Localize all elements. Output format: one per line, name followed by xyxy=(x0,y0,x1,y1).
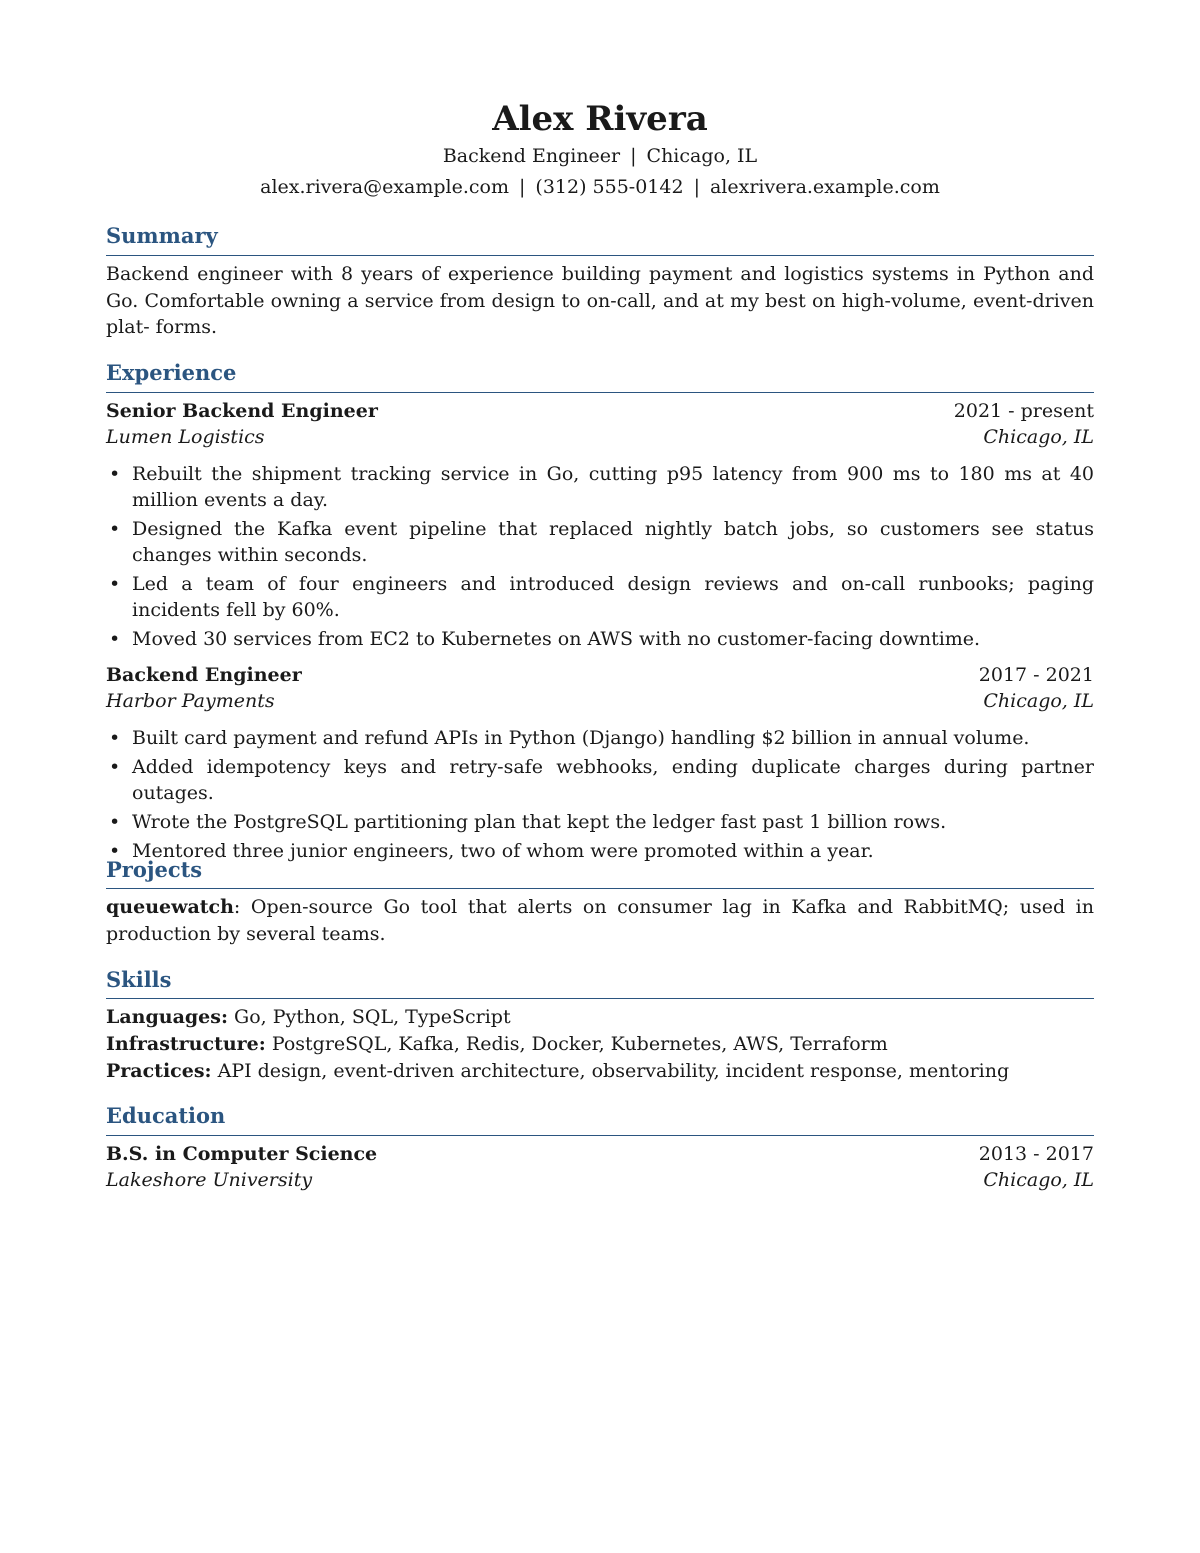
job-header xyxy=(106,662,1094,688)
education-school-row xyxy=(106,1167,1094,1193)
project-name: queuewatch xyxy=(106,896,234,918)
bullet-icon: • xyxy=(109,727,121,749)
candidate-name: Alex Rivera xyxy=(492,99,708,139)
summary-divider xyxy=(106,255,1094,256)
job-dates: 2017 - 2021 xyxy=(978,664,1094,686)
job-role: Senior Backend Engineer xyxy=(106,400,378,422)
education-divider xyxy=(106,1135,1094,1136)
email-link[interactable]: alex.rivera@example.com xyxy=(260,176,509,198)
summary-heading: Summary xyxy=(106,223,218,248)
projects-heading: Projects xyxy=(106,857,203,882)
job-header xyxy=(106,398,1094,424)
phone-number[interactable]: (312) 555-0142 xyxy=(535,176,684,198)
list-item: • Rebuilt the shipment tracking service in Go, cutting p95 latency from 900 ms to 180 ms at 40 million events a day. xyxy=(109,463,1094,511)
experience-heading: Experience xyxy=(106,360,237,385)
bullet-icon: • xyxy=(109,840,121,862)
bullet-icon: • xyxy=(109,628,121,650)
title-location-line xyxy=(106,144,1094,168)
skill-label: Infrastructure: xyxy=(106,1033,266,1055)
bullet-icon: • xyxy=(109,573,121,595)
bullet-icon: • xyxy=(109,518,121,540)
separator: | xyxy=(630,145,637,167)
skills-divider xyxy=(106,998,1094,999)
skill-value: API design, event-driven architecture, observability, incident response, mentoring xyxy=(217,1060,1010,1082)
education-heading: Education xyxy=(106,1103,226,1128)
job-location: Chicago, IL xyxy=(983,690,1094,712)
list-item: • Wrote the PostgreSQL partitioning plan that kept the ledger fast past 1 billion rows. xyxy=(109,811,947,833)
skill-row xyxy=(106,1004,1094,1030)
skill-row xyxy=(106,1058,1094,1084)
list-item: • Added idempotency keys and retry-safe webhooks, ending duplicate charges during partner outages. xyxy=(109,756,1094,804)
list-item: • Mentored three junior engineers, two of whom were promoted within a year. xyxy=(109,840,874,862)
projects-divider xyxy=(106,888,1094,889)
job-company: Lumen Logistics xyxy=(106,426,265,448)
job-company: Harbor Payments xyxy=(106,690,275,712)
separator: | xyxy=(519,176,526,198)
list-item: • Moved 30 services from EC2 to Kubernetes on AWS with no customer-facing downtime. xyxy=(109,628,981,650)
list-item: • Led a team of four engineers and introduced design reviews and on-call runbooks; paging incidents fell by 60%. xyxy=(109,573,1094,621)
list-item: • Built card payment and refund APIs in Python (Django) handling $2 billion in annual volume. xyxy=(109,727,1030,749)
degree: B.S. in Computer Science xyxy=(106,1143,378,1165)
job-title: Backend Engineer xyxy=(442,145,621,167)
skill-label: Practices: xyxy=(106,1060,212,1082)
skill-value: PostgreSQL, Kafka, Redis, Docker, Kubernetes, AWS, Terraform xyxy=(271,1033,888,1055)
summary-text: Backend engineer with 8 years of experience building payment and logistics systems in Python and Go. Comfortable owning a service from design to on-call, and at my best on high-volume, event-driven plat- forms. xyxy=(106,263,1094,338)
job-location: Chicago, IL xyxy=(983,426,1094,448)
experience-divider xyxy=(106,392,1094,393)
skill-label: Languages: xyxy=(106,1006,228,1028)
school-location: Chicago, IL xyxy=(983,1169,1094,1191)
job-company-row xyxy=(106,424,1094,450)
location: Chicago, IL xyxy=(646,145,758,167)
skills-heading: Skills xyxy=(106,967,172,992)
school: Lakeshore University xyxy=(106,1169,313,1191)
bullet-icon: • xyxy=(109,811,121,833)
separator: | xyxy=(693,176,700,198)
project-item xyxy=(106,894,1094,947)
bullet-icon: • xyxy=(109,463,121,485)
education-header xyxy=(106,1141,1094,1167)
job-dates: 2021 - present xyxy=(953,400,1094,422)
list-item: • Designed the Kafka event pipeline that replaced nightly batch jobs, so customers see status changes within seconds. xyxy=(109,518,1094,566)
website-link[interactable]: alexrivera.example.com xyxy=(709,176,940,198)
skill-value: Go, Python, SQL, TypeScript xyxy=(234,1006,511,1028)
education-dates: 2013 - 2017 xyxy=(978,1143,1094,1165)
bullet-icon: • xyxy=(109,756,121,778)
project-description: : Open-source Go tool that alerts on consumer lag in Kafka and RabbitMQ; used in production by several teams. xyxy=(106,896,1094,945)
job-role: Backend Engineer xyxy=(106,664,302,686)
job-bullets xyxy=(106,461,1094,652)
skill-row xyxy=(106,1031,1094,1057)
contact-line xyxy=(106,175,1094,199)
job-company-row xyxy=(106,688,1094,714)
job-bullets xyxy=(106,725,1094,864)
